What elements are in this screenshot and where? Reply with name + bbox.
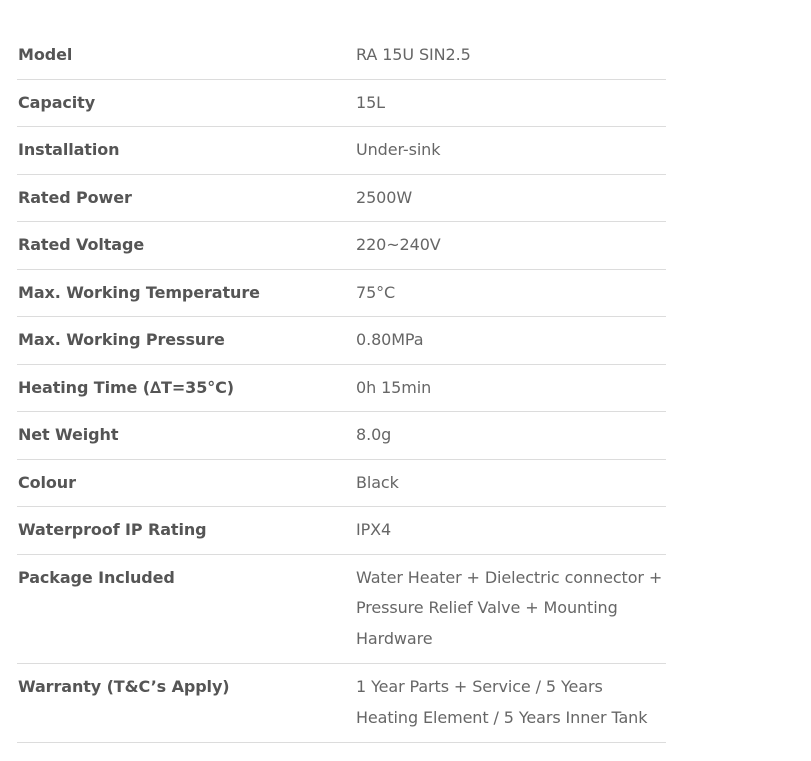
spec-value: Water Heater + Dielectric connector + Pressure Relief Valve + Mounting Hardware <box>356 567 663 648</box>
spec-label: Package Included <box>18 567 175 587</box>
spec-row-installation <box>17 127 666 175</box>
spec-value: 15L <box>356 92 385 112</box>
spec-label: Rated Power <box>18 187 132 207</box>
spec-value: 75°C <box>356 282 396 302</box>
spec-row-model <box>17 32 666 79</box>
spec-value: 0h 15min <box>356 377 432 397</box>
spec-value: 2500W <box>356 187 413 207</box>
spec-row-rated-voltage <box>17 222 666 270</box>
spec-row-max-working-temperature <box>17 269 666 317</box>
spec-row-package-included <box>17 554 666 664</box>
spec-row-waterproof-ip-rating <box>17 507 666 555</box>
spec-label: Net Weight <box>18 425 119 444</box>
spec-row-rated-power <box>17 174 666 222</box>
spec-label: Capacity <box>18 92 96 112</box>
spec-label: Rated Voltage <box>18 235 145 254</box>
spec-row-net-weight <box>17 412 666 460</box>
spec-value: IPX4 <box>356 520 392 539</box>
spec-label: Max. Working Pressure <box>18 330 225 349</box>
spec-value: Black <box>356 472 399 492</box>
spec-label: Model <box>18 45 73 64</box>
spec-label: Colour <box>18 472 76 492</box>
spec-value: 1 Year Parts + Service / 5 Years Heating Element / 5 Years Inner Tank <box>356 677 648 727</box>
spec-row-heating-time <box>17 364 666 412</box>
spec-value: 220~240V <box>356 235 441 254</box>
spec-row-warranty <box>17 664 666 743</box>
spec-row-capacity <box>17 79 666 127</box>
specifications-table <box>17 32 666 743</box>
spec-label: Max. Working Temperature <box>18 282 260 302</box>
spec-label: Waterproof IP Rating <box>18 520 207 539</box>
spec-value: 0.80MPa <box>356 330 424 349</box>
spec-label: Warranty (T&C’s Apply) <box>18 677 230 696</box>
spec-row-max-working-pressure <box>17 317 666 365</box>
spec-label: Installation <box>18 140 120 159</box>
spec-value: Under-sink <box>356 140 441 159</box>
spec-value: 8.0g <box>356 425 392 444</box>
spec-row-colour <box>17 459 666 507</box>
spec-label: Heating Time (∆T=35°C) <box>18 377 234 397</box>
spec-value: RA 15U SIN2.5 <box>356 45 471 64</box>
